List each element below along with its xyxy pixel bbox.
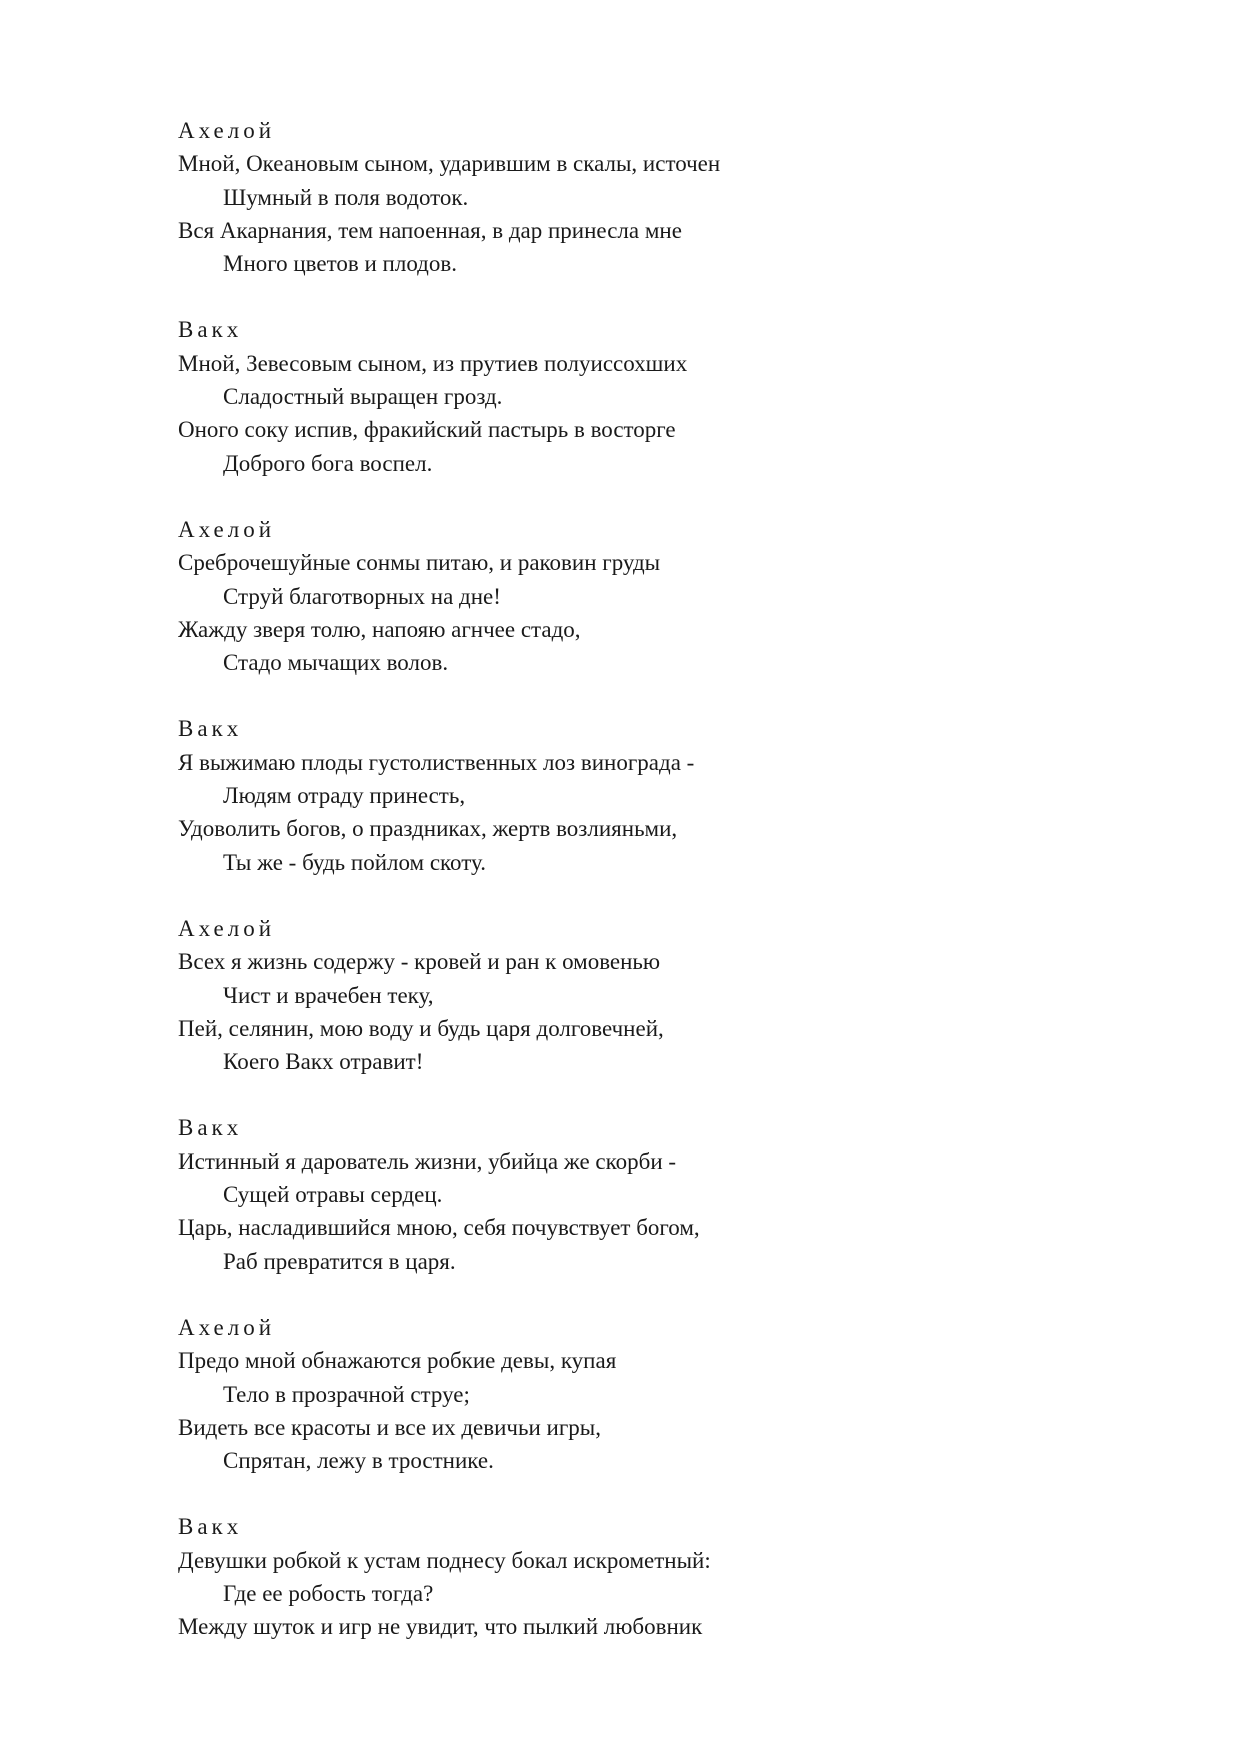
verse-line-indented: Тело в прозрачной струе; xyxy=(223,1381,470,1407)
speaker-name: Вакх xyxy=(178,317,243,343)
speaker-name: Ахелой xyxy=(178,516,276,542)
verse-line-indented: Сладостный выращен грозд. xyxy=(223,384,503,410)
verse-line: Всех я жизнь содержу - кровей и ран к омовенью xyxy=(178,949,661,975)
verse-line-indented: Стадо мычащих волов. xyxy=(223,650,449,676)
poem-body xyxy=(178,114,1078,1644)
stanza xyxy=(178,313,1078,479)
verse-line: Девушки робкой к устам поднесу бокал искрометный: xyxy=(178,1547,711,1573)
verse-line-indented: Ты же - будь пойлом скоту. xyxy=(223,849,486,875)
verse-line: Пей, селянин, мою воду и будь царя долговечней, xyxy=(178,1015,664,1041)
speaker-name: Вакх xyxy=(178,716,243,742)
speaker-name: Вакх xyxy=(178,1514,243,1540)
verse-line-indented: Где ее робость тогда? xyxy=(223,1580,434,1606)
verse-line-indented: Спрятан, лежу в тростнике. xyxy=(223,1448,494,1474)
verse-line: Истинный я дарователь жизни, убийца же скорби - xyxy=(178,1148,677,1174)
stanza xyxy=(178,114,1078,280)
verse-line: Вся Акарнания, тем напоенная, в дар принесла мне xyxy=(178,217,682,243)
verse-line-indented: Коего Вакх отравит! xyxy=(223,1049,424,1075)
verse-line: Мной, Зевесовым сыном, из прутиев полуиссохших xyxy=(178,350,688,376)
stanza xyxy=(178,1311,1078,1477)
speaker-name: Ахелой xyxy=(178,1314,276,1340)
verse-line: Удоволить богов, о праздниках, жертв возлияньми, xyxy=(178,816,678,842)
verse-line: Царь, насладившийся мною, себя почувствует богом, xyxy=(178,1215,700,1241)
verse-line-indented: Доброго бога воспел. xyxy=(223,450,433,476)
verse-line-indented: Людям отраду принесть, xyxy=(223,783,466,809)
speaker-name: Ахелой xyxy=(178,118,276,143)
verse-line: Я выжимаю плоды густолиственных лоз винограда - xyxy=(178,749,695,775)
verse-line: Между шуток и игр не увидит, что пылкий любовник xyxy=(178,1614,703,1640)
verse-line: Оного соку испив, фракийский пастырь в восторге xyxy=(178,417,676,443)
speaker-name: Вакх xyxy=(178,1115,243,1141)
verse-line: Среброчешуйные сонмы питаю, и раковин груды xyxy=(178,550,661,576)
verse-line-indented: Чист и врачебен теку, xyxy=(223,982,434,1008)
verse-line-indented: Раб превратится в царя. xyxy=(223,1248,456,1274)
stanza xyxy=(178,912,1078,1078)
verse-line-indented: Сущей отравы сердец. xyxy=(223,1182,443,1208)
verse-line-indented: Шумный в поля водоток. xyxy=(223,184,469,210)
verse-line: Мной, Океановым сыном, ударившим в скалы, источен xyxy=(178,151,721,177)
stanza xyxy=(178,1510,1078,1643)
verse-line: Жажду зверя толю, напояю агнчее стадо, xyxy=(178,616,581,642)
stanza xyxy=(178,513,1078,679)
verse-line-indented: Струй благотворных на дне! xyxy=(223,583,501,609)
verse-line: Видеть все красоты и все их девичьи игры, xyxy=(178,1414,601,1440)
stanza xyxy=(178,1111,1078,1277)
stanza xyxy=(178,712,1078,878)
speaker-name: Ахелой xyxy=(178,915,276,941)
verse-line: Предо мной обнажаются робкие девы, купая xyxy=(178,1348,617,1374)
verse-line-indented: Много цветов и плодов. xyxy=(223,251,457,277)
